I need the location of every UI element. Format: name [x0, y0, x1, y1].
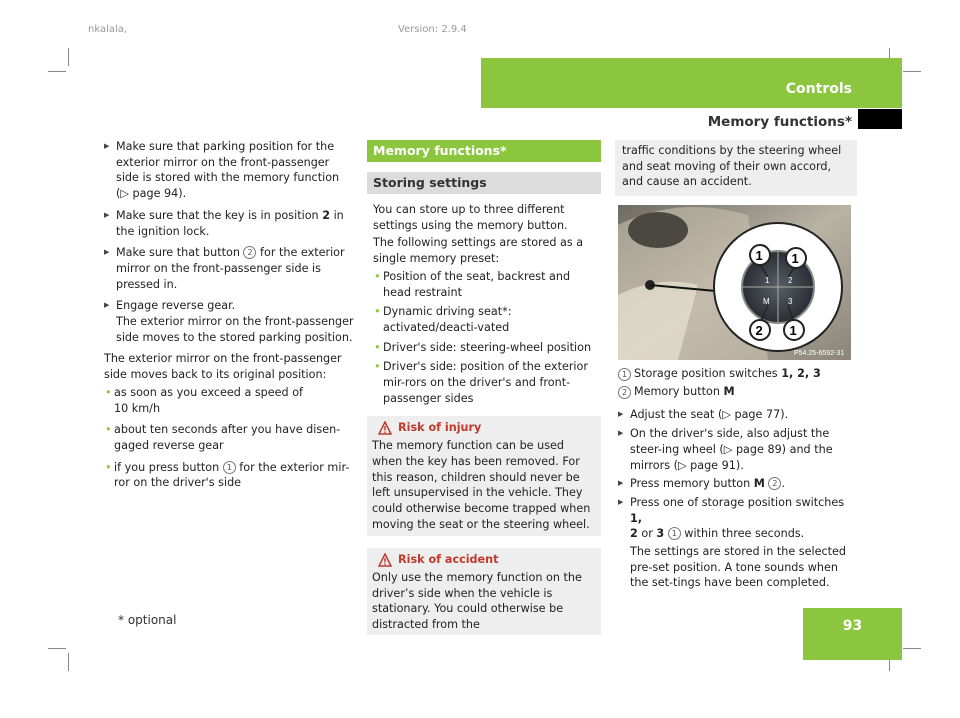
paragraph: You can store up to three different settings using the memory button. — [373, 203, 568, 232]
paragraph: The following settings are stored as a single memory preset: — [373, 236, 584, 266]
bullet-item: • as soon as you exceed a speed of 10 km/h — [104, 385, 354, 416]
callout-number: 2 — [768, 477, 781, 490]
callout-label: 1 — [755, 248, 763, 263]
right-column — [618, 366, 858, 597]
button-label: 2 — [788, 276, 793, 285]
bullet-item: • Position of the seat, backrest and head restraint — [373, 269, 601, 300]
callout-number: 2 — [618, 386, 631, 399]
bullet-item: • Driver's side: position of the exterior mir-rors on the driver's and front-passenger sides — [373, 359, 601, 406]
legend-item: 2 Memory button M — [618, 384, 858, 400]
warning-text: The memory function can be used when the key has been removed. For this reason, children should never be left unsupervised in the vehicle. They could otherwise become trapped when moving the seat or the steering wheel. — [372, 439, 591, 531]
callout-label: 1 — [791, 251, 799, 266]
crop-mark — [48, 71, 66, 72]
callout-number: 1 — [668, 527, 681, 540]
warning-title: Risk of injury — [398, 421, 482, 435]
warning-box — [367, 548, 601, 635]
footnote: * optional — [118, 613, 177, 627]
section-tab — [858, 109, 902, 129]
middle-column — [367, 140, 601, 635]
crop-mark — [903, 71, 921, 72]
section-title: Memory functions* — [707, 114, 852, 130]
button-label: 3 — [788, 297, 793, 306]
bullet-item: • about ten seconds after you have disen-gaged reverse gear — [104, 422, 354, 453]
subsection-heading: Storing settings — [367, 172, 601, 194]
memory-buttons-photo — [618, 205, 851, 360]
warning-icon — [378, 553, 392, 567]
callout-number: 1 — [618, 368, 631, 381]
left-column — [104, 139, 354, 497]
chapter-header — [481, 58, 902, 108]
callout-label: 2 — [755, 323, 763, 338]
step-item: ▶ Make sure that button 2 for the exterior mirror on the front-passenger side is pressed in. — [104, 245, 354, 292]
step-item: ▶ Make sure that parking position for the exterior mirror on the front-passenger side is stored with the memory function (▷ page 94). — [104, 139, 354, 202]
crop-mark — [68, 653, 69, 671]
paragraph: The exterior mirror on the front-passenger side moves back to its original position: — [104, 352, 342, 382]
step-item: ▶ On the driver's side, also adjust the steer-ing wheel (▷ page 89) and the mirrors (▷ page 91). — [618, 426, 858, 473]
section-heading: Memory functions* — [367, 140, 601, 162]
legend-item: 1 Storage position switches 1, 2, 3 — [618, 366, 858, 382]
meta-version: Version: 2.9.4 — [398, 24, 467, 35]
callout-number: 2 — [243, 246, 256, 259]
crop-mark — [48, 648, 66, 649]
step-result: The exterior mirror on the front-passenger side moves to the stored parking position. — [116, 315, 354, 344]
warning-text: Only use the memory function on the driver’s side when the vehicle is stationary. You could otherwise be distracted from the — [372, 571, 582, 632]
callout-label: 1 — [789, 323, 797, 338]
step-item: ▶ Adjust the seat (▷ page 77). — [618, 407, 858, 423]
warning-box — [367, 416, 601, 536]
warning-continuation: traffic conditions by the steering wheel and seat moving of their own accord, and cause an accident. — [615, 140, 857, 196]
step-item: ▶ Press memory button M 2 . — [618, 476, 858, 492]
crop-mark — [68, 48, 69, 66]
meta-author: nkalala, — [88, 24, 128, 35]
image-code: P54.25-6592-31 — [794, 350, 845, 357]
bullet-item: • Driver's side: steering-wheel position — [373, 340, 601, 356]
step-item: ▶ Press one of storage position switches 1, 2 or 3 1 within three seconds. — [618, 495, 858, 542]
page-number: 93 — [803, 608, 902, 660]
warning-icon — [378, 421, 392, 435]
chapter-title: Controls — [785, 81, 852, 97]
bullet-item: • if you press button 1 for the exterior mir-ror on the driver's side — [104, 460, 354, 491]
button-label: 1 — [765, 276, 770, 285]
step-item: ▶ Engage reverse gear. — [104, 298, 354, 314]
step-result: The settings are stored in the selected pre-set position. A tone sounds when the set-tings have been completed. — [630, 545, 847, 590]
button-label: M — [763, 297, 770, 306]
warning-title: Risk of accident — [398, 553, 499, 567]
callout-number: 1 — [223, 461, 236, 474]
bullet-item: • Dynamic driving seat*: activated/deacti-vated — [373, 304, 601, 335]
crop-mark — [903, 648, 921, 649]
step-item: ▶ Make sure that the key is in position 2 in the ignition lock. — [104, 208, 354, 239]
